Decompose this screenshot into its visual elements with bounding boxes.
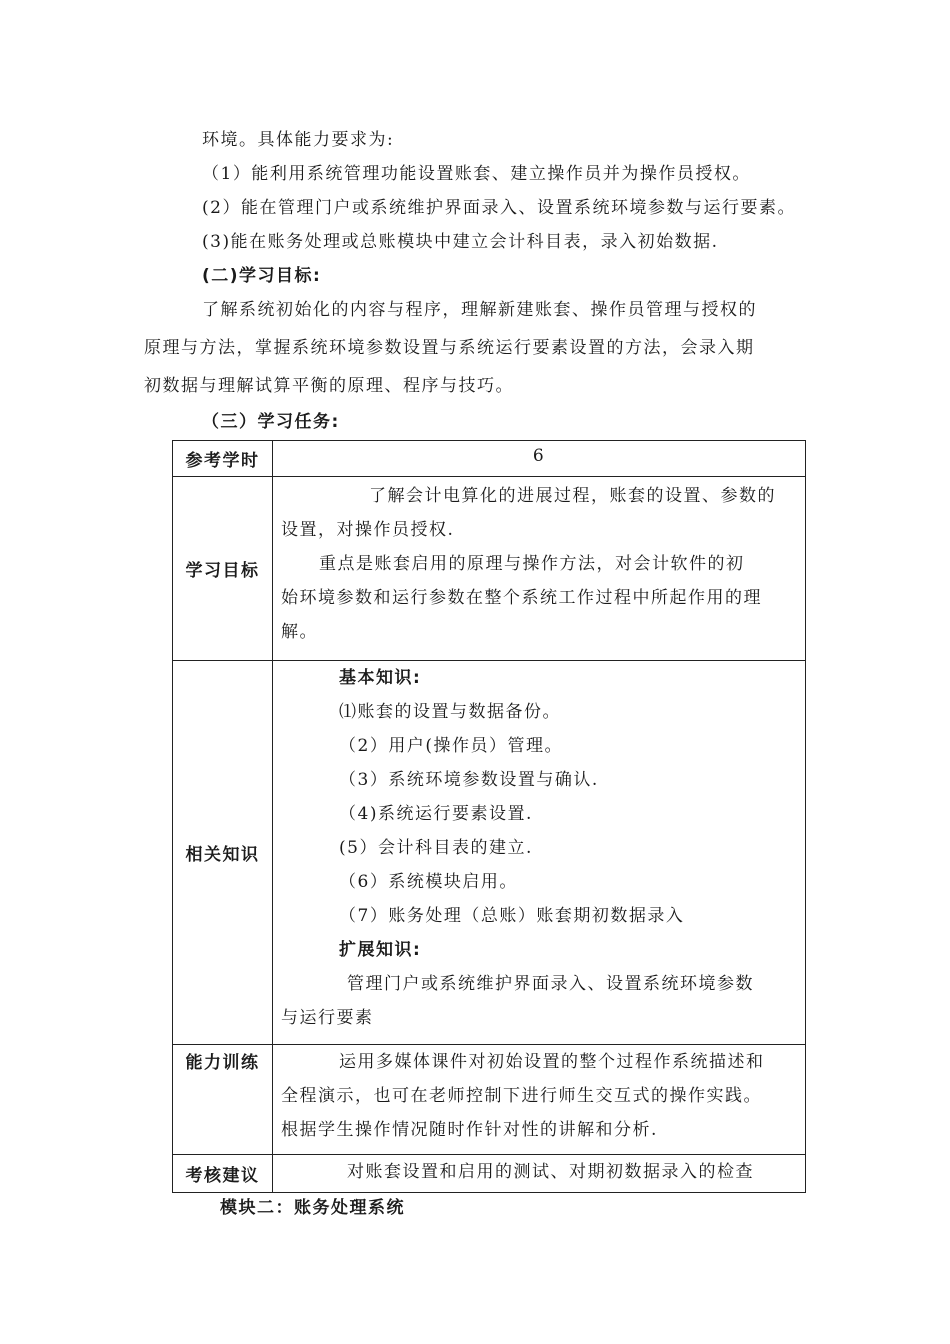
table-row <box>173 441 806 477</box>
label-related-knowledge: 相关知识 <box>173 661 273 1045</box>
basic-knowledge-heading: 基本知识: <box>339 668 422 688</box>
paragraph-line: 原理与方法，掌握系统环境参数设置与系统运行要素设置的方法，会录入期 <box>144 338 755 358</box>
knowledge-item: ⑴账套的设置与数据备份。 <box>339 702 561 722</box>
training-line: 全程演示，也可在老师控制下进行师生交互式的操作实践。 <box>281 1086 762 1106</box>
table-row <box>173 1155 806 1193</box>
assessment-value: 对账套设置和启用的测试、对期初数据录入的检查 <box>347 1162 754 1182</box>
section-heading-learning-tasks: （三）学习任务: <box>202 412 340 432</box>
paragraph-line: 初数据与理解试算平衡的原理、程序与技巧。 <box>144 376 514 396</box>
related-knowledge-cell <box>273 661 806 1045</box>
knowledge-item: （6）系统模块启用。 <box>339 872 518 892</box>
module-heading: 模块二：账务处理系统 <box>220 1198 405 1218</box>
knowledge-item: （2）用户(操作员）管理。 <box>339 736 563 756</box>
ability-item-2: (2）能在管理门户或系统维护界面录入、设置系统环境参数与运行要素。 <box>202 198 796 218</box>
table-row <box>173 1045 806 1155</box>
label-learning-goals: 学习目标 <box>173 477 273 661</box>
table-row <box>173 477 806 661</box>
ability-item-3: (3)能在账务处理或总账模块中建立会计科目表，录入初始数据. <box>202 232 719 252</box>
training-line: 运用多媒体课件对初始设置的整个过程作系统描述和 <box>339 1052 765 1072</box>
label-reference-hours: 参考学时 <box>173 441 273 477</box>
ability-training-cell <box>273 1045 806 1155</box>
reference-hours-cell <box>273 441 806 477</box>
section-heading-learning-goals: (二)学习目标: <box>202 266 322 286</box>
learning-task-table <box>172 440 806 1193</box>
paragraph-line: 了解系统初始化的内容与程序，理解新建账套、操作员管理与授权的 <box>202 300 757 320</box>
learning-goals-cell <box>273 477 806 661</box>
goals-line: 重点是账套启用的原理与操作方法，对会计软件的初 <box>319 554 745 574</box>
goals-line: 解。 <box>281 622 318 642</box>
goals-line: 始环境参数和运行参数在整个系统工作过程中所起作用的理 <box>281 588 762 608</box>
knowledge-item: （7）账务处理（总账）账套期初数据录入 <box>339 906 685 926</box>
goals-line: 了解会计电算化的进展过程，账套的设置、参数的 <box>369 486 776 506</box>
knowledge-item: （3）系统环境参数设置与确认. <box>339 770 599 790</box>
knowledge-item: (5）会计科目表的建立. <box>339 838 533 858</box>
intro-line: 环境。具体能力要求为: <box>202 130 395 150</box>
extended-knowledge-heading: 扩展知识: <box>339 940 422 960</box>
training-line: 根据学生操作情况随时作针对性的讲解和分析. <box>281 1120 658 1140</box>
goals-line: 设置，对操作员授权. <box>281 520 455 540</box>
label-assessment-suggestion: 考核建议 <box>173 1155 273 1193</box>
knowledge-item: （4)系统运行要素设置. <box>339 804 533 824</box>
assessment-cell <box>273 1155 806 1193</box>
label-ability-training: 能力训练 <box>173 1045 273 1155</box>
ability-item-1: （1）能利用系统管理功能设置账套、建立操作员并为操作员授权。 <box>202 164 751 184</box>
table-row <box>173 661 806 1045</box>
extended-knowledge-line: 与运行要素 <box>281 1008 374 1028</box>
reference-hours-value: 6 <box>532 446 546 466</box>
extended-knowledge-line: 管理门户或系统维护界面录入、设置系统环境参数 <box>347 974 754 994</box>
